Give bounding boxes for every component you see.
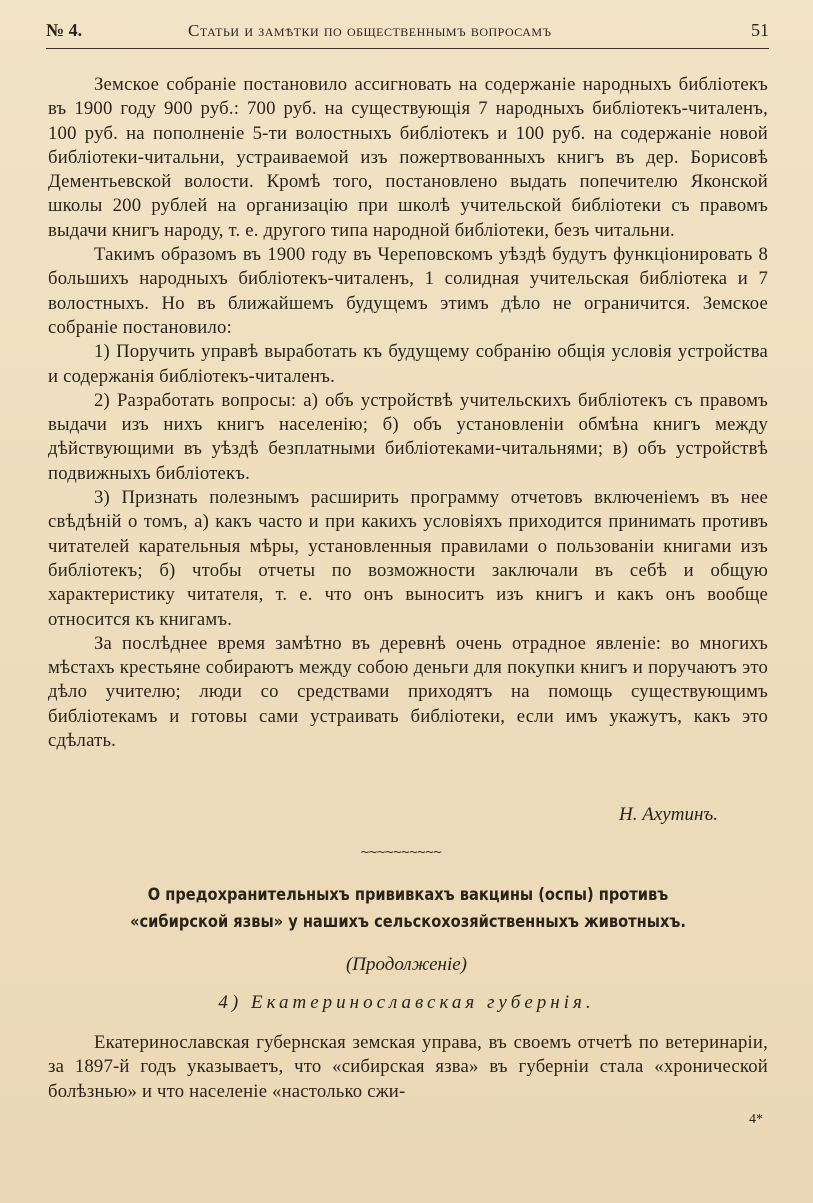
paragraph: Земское собраніе постановило ассигновать на содержаніе народныхъ библіотекъ въ 1900 году 900 руб.: 700 руб. на существующія 7 народныхъ библіотекъ-читаленъ, 100 руб. на пополненіе 5-ти волостныхъ библіотекъ и 100 руб. на содержаніе новой библіотеки-читальни, устраиваемой изъ пожертвованныхъ книгъ въ дер. Борисовѣ Дементьевской волости. Кромѣ того, постановлено выдать попечителю Яконской школы 200 рублей на организацію при школѣ учительской библіотеки съ правомъ выдачи книгъ народу, т. е. другого типа народной библіотеки, безъ читальни.	[48, 74, 768, 241]
page-number: 51	[751, 20, 769, 40]
paragraph: За послѣднее время замѣтно въ деревнѣ очень отрадное явленіе: во многихъ мѣстахъ крестьяне собираютъ между собою деньги для покупки книгъ и поручаютъ это дѣло учителю; люди со средствами приходятъ на помощь существующимъ библіотекамъ и готовы сами устраивать библіотеки, если имъ укажутъ, какъ это сдѣлать.	[48, 632, 768, 752]
header-rule	[46, 48, 769, 49]
paragraph: 3) Признать полезнымъ расширить программу отчетовъ включеніемъ въ нее свѣдѣній о томъ, а) какъ часто и при какихъ условіяхъ приходится принимать противъ читателей карательныя мѣры, установленныя правилами о пользованіи книгами изъ библіотекъ; б) чтобы отчеты по возможности заключали въ себѣ и общую характеристику читателя, т. е. что онъ выноситъ изъ книгъ и какъ онъ вообще относится къ книгамъ.	[48, 487, 768, 630]
article-title: О предохранительныхъ прививкахъ вакцины (оспы) противъ «сибирской язвы» у нашихъ сельскохозяйственныхъ животныхъ.	[130, 885, 686, 932]
author-signature: Н. Ахутинъ.	[619, 804, 718, 825]
continuation-note: (Продолженіе)	[345, 954, 468, 975]
section-heading: 4) Екатеринославская губернія.	[218, 992, 595, 1013]
paragraph: Екатеринославская губернская земская управа, въ своемъ отчетѣ по ветеринаріи, за 1897-й годъ указываетъ, что «сибирская язва» въ губерніи стала «хронической болѣзнью» и что населеніе «настолько сжи-	[48, 1032, 768, 1102]
article-body	[48, 73, 768, 753]
running-title: Статьи и замѣтки по общественнымъ вопросамъ	[188, 21, 552, 40]
paragraph: Такимъ образомъ въ 1900 году въ Череповскомъ уѣздѣ будутъ функціонировать 8 большихъ народныхъ библіотекъ-читаленъ, 1 солидная учительская библіотека и 7 волостныхъ. Но въ ближайшемъ будущемъ этимъ дѣло не ограничится. Земское собраніе постановило:	[48, 244, 768, 338]
paragraph: 2) Разработать вопросы: а) объ устройствѣ учительскихъ библіотекъ съ правомъ выдачи изъ нихъ книгъ населенію; б) объ установленіи обмѣна книгъ между дѣйствующими въ уѣздѣ безплатными библіотеками-читальнями; в) объ устройствѣ подвижныхъ библіотекъ.	[48, 389, 768, 484]
running-header	[46, 20, 769, 46]
article-text	[48, 1031, 768, 1104]
sheet-signature: 4*	[749, 1112, 763, 1127]
paragraph: 1) Поручить управѣ выработать къ будущему собранію общія условія устройства и содержанія библіотекъ-читаленъ.	[48, 341, 768, 387]
issue-number: № 4.	[46, 20, 83, 40]
section-divider: ~~~~~~~~~~	[360, 845, 441, 859]
